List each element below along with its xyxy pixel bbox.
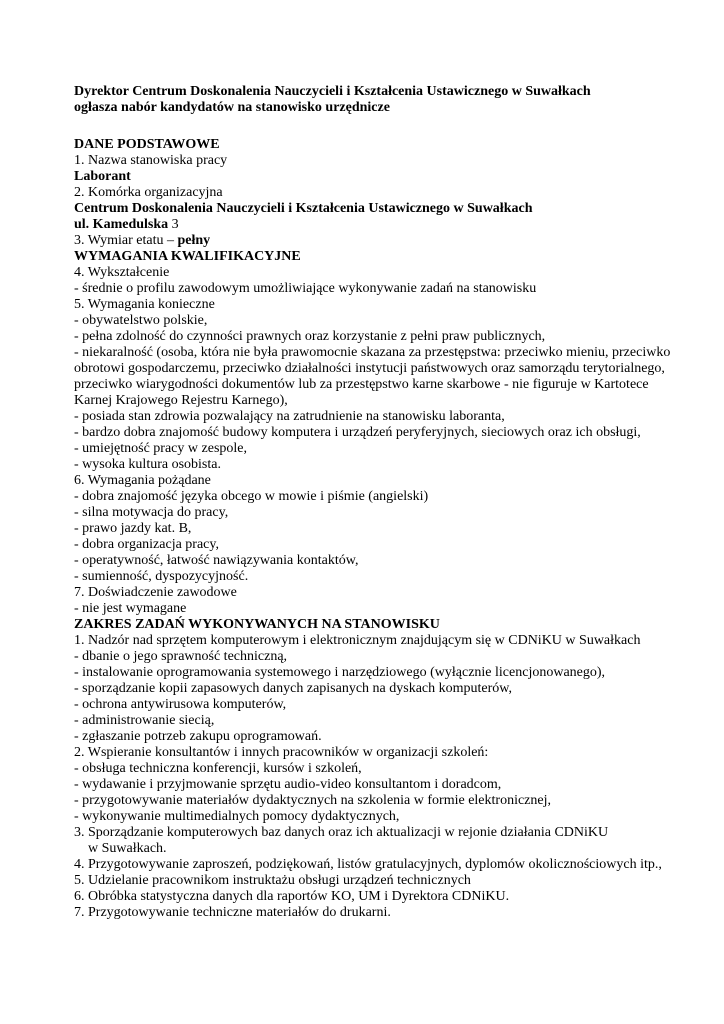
duty-line: - wydawanie i przyjmowanie sprzętu audio-video konsultantom i doradcom, — [74, 777, 502, 792]
qualifications-section — [74, 249, 704, 617]
qualification-line: - umiejętność pracy w zespole, — [74, 441, 247, 456]
qualification-line: 4. Wykształcenie — [74, 265, 170, 280]
announcement-header — [74, 84, 704, 116]
qualification-line: 6. Wymagania pożądane — [74, 473, 211, 488]
fte-label: 3. Wymiar etatu – — [74, 233, 178, 248]
duties-heading: ZAKRES ZADAŃ WYKONYWANYCH NA STANOWISKU — [74, 617, 440, 632]
qualification-line: 5. Wymagania konieczne — [74, 297, 215, 312]
position-label: 1. Nazwa stanowiska pracy — [74, 153, 228, 168]
duty-line: 4. Przygotowywanie zaproszeń, podziękowań, listów gratulacyjnych, dyplomów okolicznościowych itp., — [74, 857, 662, 872]
position-value: Laborant — [74, 169, 131, 184]
duty-line: - sporządzanie kopii zapasowych danych zapisanych na dyskach komputerów, — [74, 681, 512, 696]
duty-line: - ochrona antywirusowa komputerów, — [74, 697, 287, 712]
duty-line: 7. Przygotowywanie techniczne materiałów do drukarni. — [74, 905, 391, 920]
qualifications-list — [74, 265, 704, 617]
qualification-line: - dobra znajomość języka obcego w mowie i piśmie (angielski) — [74, 489, 429, 504]
duties-section — [74, 617, 704, 921]
qualifications-heading: WYMAGANIA KWALIFIKACYJNE — [74, 249, 301, 264]
address-street: ul. Kamedulska — [74, 217, 169, 232]
basic-section — [74, 137, 704, 249]
address-number: 3 — [168, 217, 179, 232]
duty-line: - administrowanie siecią, — [74, 713, 215, 728]
basic-heading: DANE PODSTAWOWE — [74, 137, 220, 152]
duty-line: - przygotowywanie materiałów dydaktycznych na szkolenia w formie elektronicznej, — [74, 793, 551, 808]
qualification-line: - obywatelstwo polskie, — [74, 313, 208, 328]
duties-list-after — [74, 857, 704, 921]
unit-value: Centrum Doskonalenia Nauczycieli i Kształcenia Ustawicznego w Suwałkach — [74, 201, 533, 216]
header-line-1: Dyrektor Centrum Doskonalenia Nauczycieli i Kształcenia Ustawicznego w Suwałkach — [74, 84, 591, 99]
qualification-line: Karnej Krajowego Rejestru Karnego), — [74, 393, 288, 408]
fte-value: pełny — [177, 233, 211, 248]
qualification-line: - średnie o profilu zawodowym umożliwiające wykonywanie zadań na stanowisku — [74, 281, 537, 296]
duty-line: 5. Udzielanie pracownikom instruktażu obsługi urządzeń technicznych — [74, 873, 471, 888]
qualification-line: - operatywność, łatwość nawiązywania kontaktów, — [74, 553, 359, 568]
duty-line: - obsługa techniczna konferencji, kursów i szkoleń, — [74, 761, 362, 776]
qualification-line: obrotowi gospodarczemu, przeciwko działalności instytucji państwowych oraz samorządu terytorialnego, — [74, 361, 665, 376]
qualification-line: - nie jest wymagane — [74, 601, 187, 616]
qualification-line: - wysoka kultura osobista. — [74, 457, 221, 472]
duty-line: - zgłaszanie potrzeb zakupu oprogramowań. — [74, 729, 322, 744]
unit-label: 2. Komórka organizacyjna — [74, 185, 223, 200]
duties-list — [74, 633, 704, 841]
qualification-line: - prawo jazdy kat. B, — [74, 521, 192, 536]
qualification-line: - posiada stan zdrowia pozwalający na zatrudnienie na stanowisku laboranta, — [74, 409, 505, 424]
duty-line: 2. Wspieranie konsultantów i innych pracowników w organizacji szkoleń: — [74, 745, 489, 760]
header-line-2: ogłasza nabór kandydatów na stanowisko urzędnicze — [74, 100, 390, 115]
document-page — [74, 84, 704, 921]
qualification-line: przeciwko wiarygodności dokumentów lub za przestępstwo karne skarbowe - nie figuruje w Kartotece — [74, 377, 649, 392]
duty-line: - dbanie o jego sprawność techniczną, — [74, 649, 288, 664]
qualification-line: - bardzo dobra znajomość budowy komputera i urządzeń peryferyjnych, sieciowych oraz ich obsługi, — [74, 425, 641, 440]
duty-line: 1. Nadzór nad sprzętem komputerowym i elektronicznym znajdującym się w CDNiKU w Suwałkach — [74, 633, 641, 648]
qualification-line: - pełna zdolność do czynności prawnych oraz korzystanie z pełni praw publicznych, — [74, 329, 546, 344]
qualification-line: - silna motywacja do pracy, — [74, 505, 229, 520]
qualification-line: - niekaralność (osoba, która nie była prawomocnie skazana za przestępstwa: przeciwko mieniu, przeciwko — [74, 345, 671, 360]
fte — [74, 233, 704, 249]
duty-line: 6. Obróbka statystyczna danych dla raportów KO, UM i Dyrektora CDNiKU. — [74, 889, 510, 904]
duty-line: - instalowanie oprogramowania systemowego i narzędziowego (wyłącznie licencjonowanego), — [74, 665, 606, 680]
qualification-line: - dobra organizacja pracy, — [74, 537, 219, 552]
duties-indented-line: w Suwałkach. — [88, 841, 167, 856]
duty-line: - wykonywanie multimedialnych pomocy dydaktycznych, — [74, 809, 400, 824]
qualification-line: - sumienność, dyspozycyjność. — [74, 569, 249, 584]
address — [74, 217, 704, 233]
duty-line: 3. Sporządzanie komputerowych baz danych oraz ich aktualizacji w rejonie działania CDNiKU — [74, 825, 609, 840]
qualification-line: 7. Doświadczenie zawodowe — [74, 585, 237, 600]
